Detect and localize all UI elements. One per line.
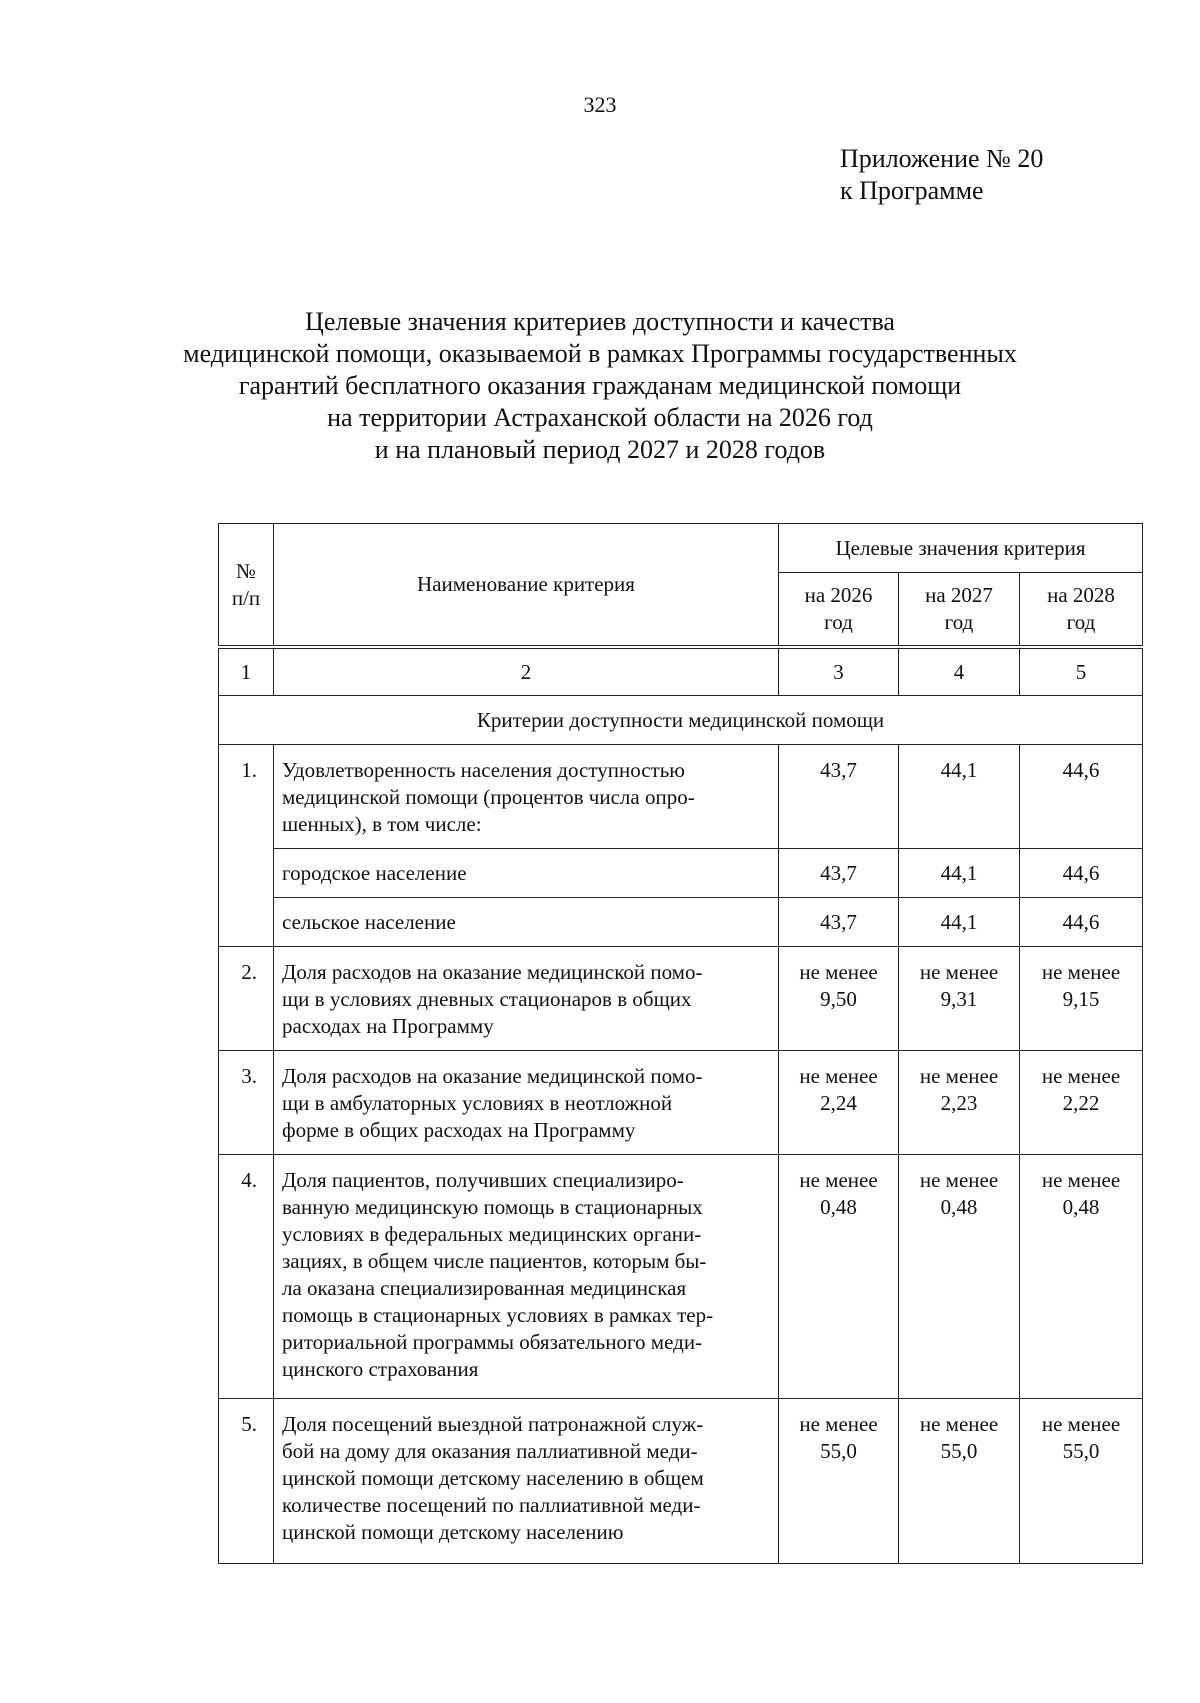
value-number: 2,22 (1062, 1091, 1100, 1115)
value-prefix: не менее (1041, 960, 1121, 984)
title-line-1: Целевые значения критериев доступности и качества (305, 307, 895, 336)
value-2027 (899, 1399, 1020, 1564)
header-number (219, 524, 274, 648)
criterion-name (274, 947, 779, 1051)
section-title: Критерии доступности медицинской помощи (219, 696, 1143, 745)
appendix-reference (840, 143, 1043, 207)
criterion-line: Доля посещений выездной патронажной служ- (282, 1412, 704, 1436)
value-2028: 44,6 (1020, 745, 1143, 849)
value-2028 (1020, 947, 1143, 1051)
header-target-values: Целевые значения критерия (779, 524, 1143, 573)
appendix-line-1: Приложение № 20 (840, 144, 1044, 173)
value-number: 0,48 (940, 1195, 978, 1219)
header-criterion-name: Наименование критерия (274, 524, 779, 648)
row-number: 4. (219, 1155, 274, 1399)
table-row (219, 1051, 1143, 1155)
column-number: 2 (274, 647, 779, 696)
title-line-4: на территории Астраханской области на 2026 год (327, 403, 873, 432)
value-2026 (779, 1155, 899, 1399)
value-prefix: не менее (919, 1064, 999, 1088)
value-2028 (1020, 1399, 1143, 1564)
value-2028 (1020, 1051, 1143, 1155)
row-number: 5. (219, 1399, 274, 1564)
value-number: 2,23 (940, 1091, 978, 1115)
page-number: 323 (583, 92, 617, 117)
value-2027 (899, 1155, 1020, 1399)
value-prefix: не менее (799, 1412, 878, 1436)
value-2026: 43,7 (779, 745, 899, 849)
value-number: 55,0 (940, 1439, 978, 1463)
value-prefix: не менее (1041, 1168, 1121, 1192)
criterion-line: форме в общих расходах на Программу (282, 1118, 636, 1142)
header-year-2026 (779, 573, 899, 648)
header-year-2027 (899, 573, 1020, 648)
value-2026: 43,7 (779, 898, 899, 947)
table-row (219, 947, 1143, 1051)
value-2027 (899, 1051, 1020, 1155)
criterion-line: цинского страхования (282, 1357, 479, 1381)
value-prefix: не менее (799, 1168, 878, 1192)
criterion-name: сельское население (274, 898, 779, 947)
value-prefix: не менее (919, 1412, 999, 1436)
value-number: 55,0 (1062, 1439, 1100, 1463)
value-number: 9,31 (940, 987, 978, 1011)
header-year-2028 (1020, 573, 1143, 648)
value-2027: 44,1 (899, 898, 1020, 947)
value-2027 (899, 947, 1020, 1051)
value-prefix: не менее (799, 960, 878, 984)
criterion-line: условиях в федеральных медицинских органи- (282, 1222, 702, 1246)
criterion-name (274, 745, 779, 849)
criteria-table (218, 523, 1143, 1564)
value-2027: 44,1 (899, 745, 1020, 849)
criterion-line: Доля расходов на оказание медицинской помо- (282, 960, 703, 984)
value-2026 (779, 947, 899, 1051)
value-prefix: не менее (919, 1168, 999, 1192)
header-number-line-1: № (235, 558, 257, 583)
value-number: 0,48 (820, 1195, 857, 1219)
value-2026 (779, 1399, 899, 1564)
value-2028: 44,6 (1020, 898, 1143, 947)
value-prefix: не менее (1041, 1064, 1121, 1088)
value-2028: 44,6 (1020, 849, 1143, 898)
row-number: 2. (219, 947, 274, 1051)
criterion-line: шенных), в том числе: (282, 812, 482, 836)
header-year-2026-line-2: год (824, 610, 853, 634)
value-prefix: не менее (1041, 1412, 1121, 1436)
value-number: 2,24 (820, 1091, 857, 1115)
title-line-3: гарантий бесплатного оказания гражданам медицинской помощи (238, 371, 962, 400)
criterion-line: ванную медицинскую помощь в стационарных (282, 1195, 703, 1219)
table-row (219, 1155, 1143, 1399)
table-header-row (219, 524, 1143, 573)
criterion-line: расходах на Программу (282, 1014, 494, 1038)
value-2026 (779, 1051, 899, 1155)
table-row (219, 898, 1143, 947)
criterion-line: цинской помощи детскому населению в общем (282, 1466, 704, 1490)
table-row (219, 1399, 1143, 1564)
criterion-line: Удовлетворенность населения доступностью (282, 758, 685, 782)
criterion-name (274, 1399, 779, 1564)
criterion-line: ла оказана специализированная медицинская (282, 1276, 687, 1300)
column-number: 3 (779, 647, 899, 696)
criterion-line: цинской помощи детскому населению (282, 1520, 624, 1544)
column-number: 1 (219, 647, 274, 696)
title-line-5: и на плановый период 2027 и 2028 годов (374, 435, 826, 464)
criterion-line: щи в амбулаторных условиях в неотложной (282, 1091, 673, 1115)
column-number-row (219, 647, 1143, 696)
criterion-line: риториальной программы обязательного меди- (282, 1330, 703, 1354)
column-number: 4 (899, 647, 1020, 696)
value-number: 0,48 (1062, 1195, 1100, 1219)
value-2027: 44,1 (899, 849, 1020, 898)
criterion-name (274, 1051, 779, 1155)
header-year-2027-line-1: на 2027 (925, 583, 993, 607)
header-year-2028-line-2: год (1066, 610, 1096, 634)
header-year-2027-line-2: год (944, 610, 974, 634)
criterion-line: щи в условиях дневных стационаров в общих (282, 987, 692, 1011)
value-prefix: не менее (799, 1064, 878, 1088)
criterion-line: медицинской помощи (процентов числа опро- (282, 785, 695, 809)
criterion-name (274, 1155, 779, 1399)
header-year-2026-line-1: на 2026 (804, 583, 873, 607)
column-number: 5 (1020, 647, 1143, 696)
criterion-line: Доля пациентов, получивших специализиро- (282, 1168, 684, 1192)
appendix-line-2: к Программе (840, 176, 984, 205)
header-year-2028-line-1: на 2028 (1047, 583, 1115, 607)
header-number-line-2: п/п (231, 585, 261, 610)
criterion-name: городское население (274, 849, 779, 898)
title-line-2: медицинской помощи, оказываемой в рамках Программы государственных (183, 339, 1017, 368)
criterion-line: количестве посещений по паллиативной меди- (282, 1493, 701, 1517)
document-title (0, 306, 1200, 466)
criterion-line: помощь в стационарных условиях в рамках тер- (282, 1303, 714, 1327)
criterion-line: зациях, в общем числе пациентов, которым бы- (282, 1249, 707, 1273)
table-row (219, 849, 1143, 898)
table-row (219, 745, 1143, 849)
criterion-line: Доля расходов на оказание медицинской помо- (282, 1064, 703, 1088)
row-number: 1. (219, 745, 274, 947)
value-number: 9,15 (1062, 987, 1100, 1011)
value-number: 55,0 (820, 1439, 857, 1463)
row-number: 3. (219, 1051, 274, 1155)
value-2028 (1020, 1155, 1143, 1399)
value-prefix: не менее (919, 960, 999, 984)
value-number: 9,50 (820, 987, 857, 1011)
criterion-line: бой на дому для оказания паллиативной меди- (282, 1439, 698, 1463)
value-2026: 43,7 (779, 849, 899, 898)
section-row (219, 696, 1143, 745)
